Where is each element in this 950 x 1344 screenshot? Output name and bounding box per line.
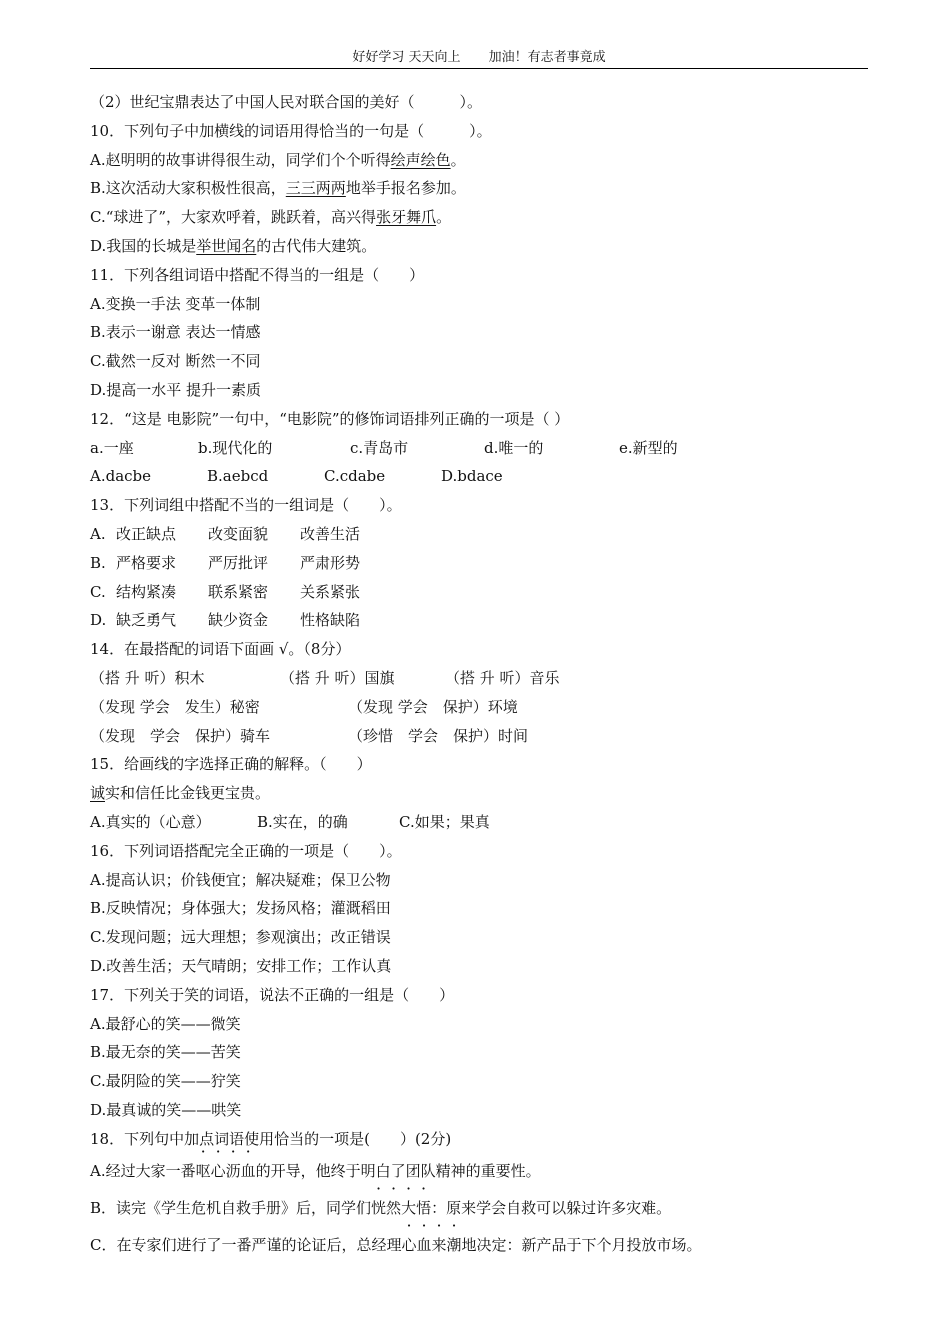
q17-option-b: B.最无奈的笑——苦笑	[90, 1043, 241, 1062]
q14-row1: （搭 升 听）积木 （搭 升 听）国旗 （搭 升 听）音乐	[90, 668, 560, 687]
q13-stem: 13．下列词组中搭配不当的一组词是（ ）。	[90, 496, 402, 515]
q16-option-d: D.改善生活；天气晴朗；安排工作；工作认真	[90, 956, 392, 975]
q11-option-a: A.变换一手法 变革一体制	[90, 294, 261, 313]
q15-sentence: 诚实和信任比金钱更宝贵。	[90, 784, 271, 803]
q12-item-e: e.新型的	[619, 438, 678, 457]
q12-item-a: a.一座	[90, 438, 134, 457]
q17-option-a: A.最舒心的笑——微笑	[90, 1014, 241, 1033]
q12-item-d: d.唯一的	[484, 438, 544, 457]
q10-option-b: B.这次活动大家积极性很高，三三两两地举手报名参加。	[90, 179, 466, 198]
q15-stem: 15．给画线的字选择正确的解释。（ ）	[90, 755, 372, 774]
q14-row2: （发现 学会 发生）秘密 （发现 学会 保护）环境	[90, 697, 518, 716]
worksheet-content	[90, 88, 890, 1260]
q12-option-d: D.bdace	[441, 467, 503, 486]
q12-item-c: c.青岛市	[350, 438, 409, 457]
q13-row-c: C. 结构紧凑 联系紧密 关系紧张	[90, 582, 361, 601]
q14-row3: （发现 学会 保护）骑车 （珍惜 学会 保护）时间	[90, 726, 529, 745]
q9-part2: （2）世纪宝鼎表达了中国人民对联合国的美好（ ）。	[90, 93, 483, 111]
q18-option-c: C．在专家们进行了一番严谨的论证后，总经理心血来潮地决定：新产品于下个月投放市场。	[90, 1236, 702, 1255]
dotted-underlined-word: 心血来潮	[401, 1236, 462, 1255]
q18-option-a: A.经过大家一番呕心沥血的开导，他终于明白了团队精神的重要性。	[90, 1162, 541, 1181]
q13-row-d: D. 缺乏勇气 缺少资金 性格缺陷	[90, 611, 361, 630]
q12-option-b: B.aebcd	[207, 467, 269, 486]
q18-stem: 18．下列句中加点词语使用恰当的一项是( ）(2分)	[90, 1129, 452, 1148]
q13-row-b: B. 严格要求 严厉批评 严肃形势	[90, 553, 361, 572]
underlined-word: 绘声绘色	[390, 150, 451, 169]
q17-option-d: D.最真诚的笑——哄笑	[90, 1100, 242, 1119]
q10-option-d: D.我国的长城是举世闻名的古代伟大建筑。	[90, 236, 377, 255]
q11-option-c: C.截然一反对 断然一不同	[90, 352, 261, 371]
underlined-word: 三三两两	[285, 179, 346, 198]
q12-option-c: C.cdabe	[324, 467, 386, 486]
q12-item-b: b.现代化的	[198, 438, 273, 457]
q14-stem: 14．在最搭配的词语下面画 √。（8分）	[90, 640, 351, 659]
q12-options	[90, 462, 890, 491]
q13-row-a: A. 改正缺点 改变面貌 改善生活	[90, 524, 361, 543]
q16-option-a: A.提高认识；价钱便宜；解决疑难；保卫公物	[90, 870, 391, 889]
q15-options: A.真实的（心意） B.实在，的确 C.如果；果真	[90, 812, 490, 831]
underlined-char: 诚	[90, 784, 106, 803]
q16-option-b: B.反映情况；身体强大；发扬风格；灌溉稻田	[90, 899, 391, 918]
dotted-underlined-word: 呕心沥血	[195, 1162, 256, 1181]
q18-option-b: B．读完《学生危机自救手册》后，同学们恍然大悟：原来学会自救可以躲过许多灾难。	[90, 1199, 672, 1218]
q12-option-a: A.dacbe	[90, 467, 152, 486]
q16-stem: 16．下列词语搭配完全正确的一项是（ ）。	[90, 841, 402, 860]
header-left-motto: 好好学习 天天向上	[352, 50, 461, 65]
q16-option-c: C.发现问题；远大理想；参观演出；改正错误	[90, 928, 391, 947]
header-right-motto: 加油！有志者事竟成	[488, 50, 606, 65]
q12-stem: 12．“这是 电影院”一句中，“电影院”的修饰词语排列正确的一项是（ ）	[90, 409, 570, 428]
q12-items	[90, 434, 890, 463]
q10-stem: 10．下列句子中加横线的词语用得恰当的一句是（ ）。	[90, 121, 492, 140]
underlined-word: 张牙舞爪	[376, 208, 437, 227]
q11-option-b: B.表示一谢意 表达一情感	[90, 323, 261, 342]
page-header	[90, 50, 868, 69]
dotted-underlined-word: 恍然大悟	[371, 1199, 432, 1218]
q11-stem: 11．下列各组词语中搭配不得当的一组是（ ）	[90, 265, 425, 284]
q10-option-a: A.赵明明的故事讲得很生动，同学们个个听得绘声绘色。	[90, 150, 466, 169]
underlined-word: 举世闻名	[196, 236, 257, 255]
q17-stem: 17．下列关于笑的词语，说法不正确的一组是（ ）	[90, 985, 455, 1004]
q11-option-d: D.提高一水平 提升一素质	[90, 380, 262, 399]
q17-option-c: C.最阴险的笑——狞笑	[90, 1072, 241, 1091]
q10-option-c: C.“球进了”，大家欢呼着，跳跃着，高兴得张牙舞爪。	[90, 208, 452, 227]
